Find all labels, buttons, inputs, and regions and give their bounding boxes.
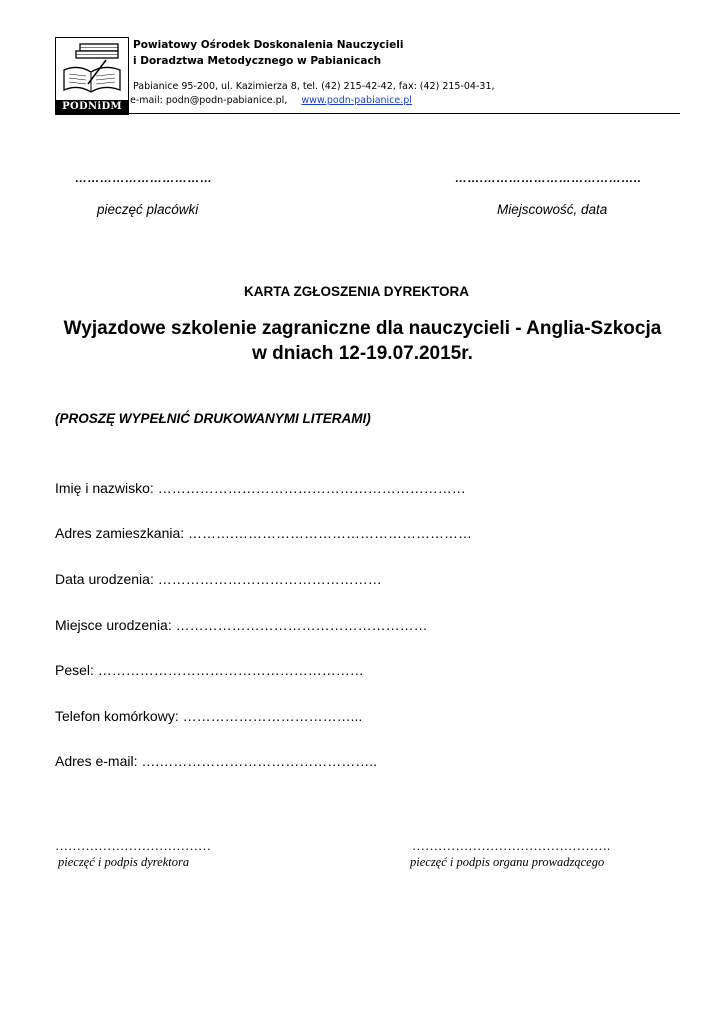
contact-line xyxy=(130,95,412,106)
stamp-label: pieczęć placówki xyxy=(97,202,199,217)
training-title-line1: Wyjazdowe szkolenie zagraniczne dla nauczycieli - Anglia-Szkocja xyxy=(63,318,662,339)
header-divider xyxy=(127,113,680,114)
field-home-address: Adres zamieszkania: ……….…………………………………………… xyxy=(55,525,472,541)
director-signature-label: pieczęć i podpis dyrektora xyxy=(58,855,190,869)
fill-instruction: (PROSZĘ WYPEŁNIĆ DRUKOWANYMI LITERAMI) xyxy=(55,411,371,426)
field-email-address: Adres e-mail: ….……………………………………….. xyxy=(55,753,378,769)
field-pesel: Pesel: ………………………………………………… xyxy=(55,662,364,678)
field-full-name: Imię i nazwisko: ………………………………………………………… xyxy=(55,480,466,496)
training-title-line2: w dniach 12-19.07.2015r. xyxy=(252,343,473,364)
authority-signature-label: pieczęć i podpis organu prowadzącego xyxy=(410,855,605,869)
email-text: e-mail: podn@podn-pabianice.pl, xyxy=(130,95,288,106)
field-birth-date: Data urodzenia: ………………………………………… xyxy=(55,571,382,587)
form-heading: KARTA ZGŁOSZENIA DYREKTORA xyxy=(244,284,469,299)
training-title xyxy=(0,316,725,366)
authority-signature-dots: ………………………………………. xyxy=(412,838,611,853)
field-mobile-phone: Telefon komórkowy: ………………………………... xyxy=(55,708,363,724)
organization-name-line1: Powiatowy Ośrodek Doskonalenia Nauczycieli xyxy=(133,39,404,51)
stamp-placeholder-dots: …………………………… xyxy=(75,171,213,185)
place-date-label: Miejscowość, data xyxy=(497,202,608,217)
place-date-placeholder-dots: …….……………………………….. xyxy=(455,171,642,185)
website-link[interactable]: www.podn-pabianice.pl xyxy=(301,95,412,106)
book-stack-icon xyxy=(58,40,126,98)
organization-address: Pabianice 95-200, ul. Kazimierza 8, tel. (42) 215-42-42, fax: (42) 215-04-31, xyxy=(133,81,495,92)
field-birth-place: Miejsce urodzenia: ……………………………………………… xyxy=(55,617,428,633)
logo-wordmark: PODNiDM xyxy=(56,100,128,114)
director-signature-dots: ……………………………… xyxy=(55,838,211,853)
podn-logo xyxy=(55,37,129,115)
organization-name-line2: i Doradztwa Metodycznego w Pabianicach xyxy=(133,55,382,67)
